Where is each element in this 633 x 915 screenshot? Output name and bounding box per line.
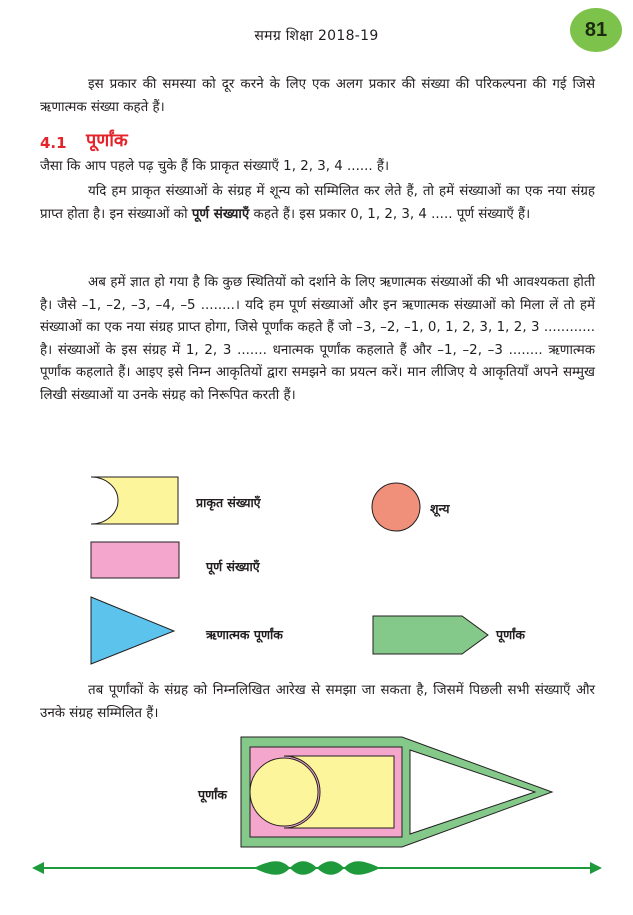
page-number-badge: 81 [570, 8, 622, 52]
paragraph-whole-numbers-end: कहते हैं। इस प्रकार 0, 1, 2, 3, 4 ..... पूर्ण संख्याएँ हैं। [249, 206, 531, 222]
whole-numbers-term: पूर्ण संख्याएँ [191, 206, 250, 222]
legend-integers: पूर्णांक [496, 627, 525, 642]
legend-negative-integers: ऋणात्मक पूर्णांक [206, 627, 283, 642]
section-title: पूर्णांक [86, 130, 128, 151]
legend-zero: शून्य [430, 501, 450, 516]
natural-numbers-shape [90, 476, 180, 526]
legend-whole-numbers: पूर्ण संख्याएँ [206, 559, 260, 574]
paragraph-diagram-intro: तब पूर्णांकों के संग्रह को निम्नलिखित आरेख से समझा जा सकता है, जिसमें पिछली सभी संख्याएँ और उनके संग्रह सम्मिलित हैं। [40, 683, 595, 721]
paragraph-integers: अब हमें ज्ञात हो गया है कि कुछ स्थितियों को दर्शाने के लिए ऋणात्मक संख्याओं की भी आवश्यकता होती है। जैसे –1, –2, –3, –4, –5 ........। यदि हम पूर्ण संख्याओं और इन ऋणात्मक संख्याओं को मिला लें तो हमें संख्याओं का एक नया संग्रह प्राप्त होगा, जिसे पूर्णांक कहते हैं जो –3, –2, –1, 0, 1, 2, 3, 1, 2, 3 ............ है। संख्याओं के इस संग्रह में 1, 2, 3 ....... धनात्मक पूर्णांक कहलाते हैं और –1, –2, –3 ........ ऋणात्मक पूर्णांक कहलाते हैं। आइए इसे निम्न आकृतियों द्वारा समझने का प्रयत्न करें। मान लीजिए ये आकृतियाँ अपने सम्मुख लिखी संख्याओं या उनके संग्रह को निरूपित करती हैं। [40, 275, 595, 403]
section-number: 4.1 [40, 134, 67, 152]
paragraph-whole-numbers-start: यदि हम प्राकृत संख्याओं के संग्रह में शून्य को सम्मिलित कर लेते हैं, तो हमें संख्याओं का एक नया संग्रह प्राप्त होता है। इन संख्याओं को [40, 184, 595, 222]
integers-shape [372, 615, 490, 655]
zero-shape [370, 481, 422, 533]
zero-inner-shape [250, 758, 318, 826]
legend-natural-numbers: प्राकृत संख्याएँ [196, 495, 261, 510]
page-header-title: समग्र शिक्षा 2018-19 [254, 28, 379, 44]
paragraph-whole-numbers [40, 181, 595, 226]
decorative-bottom-rule [32, 857, 602, 879]
integers-set-diagram [240, 736, 555, 848]
whole-numbers-shape [90, 541, 180, 579]
diagram-label-integers: पूर्णांक [198, 787, 227, 802]
negative-integers-shape [90, 596, 176, 666]
paragraph-natural-numbers: जैसा कि आप पहले पढ़ चुके हैं कि प्राकृत संख्याएँ 1, 2, 3, 4 ...... हैं। [40, 159, 390, 174]
intro-paragraph: इस प्रकार की समस्या को दूर करने के लिए एक अलग प्रकार की संख्या की परिकल्पना की गई जिसे ऋणात्मक संख्या कहते हैं। [40, 77, 595, 115]
